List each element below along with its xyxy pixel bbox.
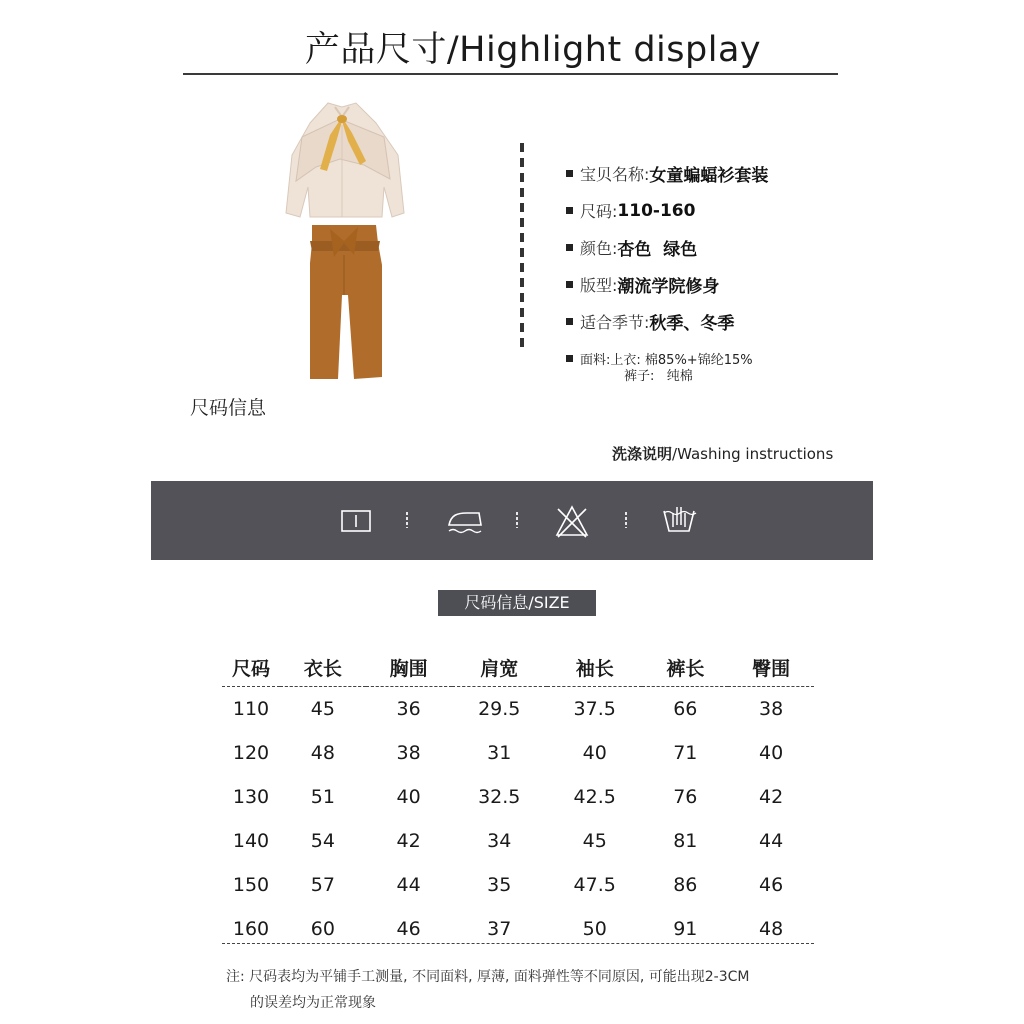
washing-title-cn: 洗涤说明 bbox=[612, 445, 673, 463]
spec-label: 宝贝名称: bbox=[580, 165, 650, 184]
iron-low-heat-icon bbox=[445, 501, 485, 541]
spec-row-season bbox=[566, 303, 866, 340]
bullet-icon bbox=[566, 244, 573, 251]
table-cell: 48 bbox=[759, 918, 784, 940]
bullet-icon bbox=[566, 281, 573, 288]
table-cell: 38 bbox=[396, 742, 421, 764]
washing-banner bbox=[151, 481, 873, 560]
bullet-icon bbox=[566, 207, 573, 214]
table-cell: 45 bbox=[582, 830, 607, 852]
spec-value: 潮流学院修身 bbox=[617, 277, 720, 297]
fabric-pants: 裤子: 纯棉 bbox=[624, 369, 693, 384]
table-cell: 60 bbox=[310, 918, 335, 940]
shirt-illustration bbox=[286, 103, 404, 217]
pants-illustration bbox=[310, 225, 382, 379]
dashed-separator bbox=[516, 512, 518, 528]
table-cell: 45 bbox=[310, 698, 335, 720]
table-cell: 42 bbox=[396, 830, 421, 852]
spec-label: 适合季节: bbox=[580, 313, 650, 332]
spec-row-name bbox=[566, 155, 866, 192]
product-spec-list bbox=[566, 155, 866, 377]
table-cell: 81 bbox=[673, 830, 698, 852]
column-header: 袖长 bbox=[575, 657, 614, 680]
spec-label: 尺码: bbox=[580, 202, 618, 221]
table-cell: 50 bbox=[582, 918, 607, 940]
table-cell: 44 bbox=[396, 874, 421, 896]
hand-wash-water-temperature-icon bbox=[340, 501, 372, 541]
spec-value: 杏色 绿色 bbox=[617, 240, 698, 260]
table-cell: 37 bbox=[487, 918, 512, 940]
table-cell: 86 bbox=[673, 874, 698, 896]
table-cell: 57 bbox=[310, 874, 335, 896]
table-cell: 34 bbox=[487, 830, 512, 852]
table-cell: 37.5 bbox=[573, 698, 616, 720]
table-cell: 35 bbox=[487, 874, 512, 896]
table-row bbox=[222, 863, 814, 907]
column-header: 衣长 bbox=[303, 657, 342, 680]
washing-title-en: /Washing instructions bbox=[672, 445, 834, 463]
column-header: 胸围 bbox=[389, 657, 428, 680]
size-table bbox=[222, 648, 814, 951]
table-cell: 29.5 bbox=[478, 698, 521, 720]
column-header: 裤长 bbox=[666, 657, 705, 680]
do-not-bleach-icon bbox=[554, 501, 590, 541]
table-cell: 150 bbox=[232, 874, 270, 896]
title-divider bbox=[183, 73, 838, 75]
spec-value: 女童蝙蝠衫套装 bbox=[649, 166, 769, 186]
table-cell: 46 bbox=[396, 918, 421, 940]
spec-value: 秋季、冬季 bbox=[649, 314, 735, 334]
spec-row-fit bbox=[566, 266, 866, 303]
table-cell: 40 bbox=[396, 786, 421, 808]
table-cell: 160 bbox=[232, 918, 270, 940]
table-cell: 140 bbox=[232, 830, 270, 852]
measurement-note-continued: 的误差均为正常现象 bbox=[250, 995, 376, 1011]
table-cell: 44 bbox=[759, 830, 784, 852]
table-cell: 51 bbox=[310, 786, 335, 808]
table-row bbox=[222, 687, 814, 732]
table-row bbox=[222, 819, 814, 863]
spec-label: 面料: bbox=[580, 353, 611, 368]
page-title: 产品尺寸/Highlight display bbox=[304, 30, 762, 70]
table-cell: 38 bbox=[759, 698, 784, 720]
bullet-icon bbox=[566, 355, 573, 362]
table-cell: 120 bbox=[232, 742, 270, 764]
table-row bbox=[222, 775, 814, 819]
spec-value: 上衣: 棉85%+锦纶15% bbox=[610, 353, 753, 368]
table-cell: 40 bbox=[582, 742, 607, 764]
table-cell: 130 bbox=[232, 786, 270, 808]
table-cell: 42 bbox=[759, 786, 784, 808]
size-info-heading: 尺码信息 bbox=[190, 397, 267, 419]
column-header: 尺码 bbox=[231, 657, 270, 680]
column-header: 臀围 bbox=[752, 657, 791, 680]
table-cell: 46 bbox=[759, 874, 784, 896]
table-cell: 47.5 bbox=[573, 874, 616, 896]
table-cell: 91 bbox=[673, 918, 698, 940]
product-image bbox=[280, 95, 410, 385]
table-header-row bbox=[222, 648, 814, 686]
spec-row-fabric bbox=[566, 340, 866, 377]
column-header: 肩宽 bbox=[480, 657, 519, 680]
table-row bbox=[222, 731, 814, 775]
table-cell: 54 bbox=[310, 830, 335, 852]
dashed-separator bbox=[625, 512, 627, 528]
table-cell: 40 bbox=[759, 742, 784, 764]
table-bottom-divider bbox=[222, 943, 814, 944]
washing-title bbox=[612, 443, 833, 464]
spec-label: 颜色: bbox=[580, 239, 618, 258]
table-cell: 32.5 bbox=[478, 786, 521, 808]
table-row bbox=[222, 907, 814, 951]
measurement-note: 注: 尺码表均为平铺手工测量, 不同面料, 厚薄, 面料弹性等不同原因, 可能出现2-3CM bbox=[226, 969, 750, 985]
spec-value: 110-160 bbox=[617, 200, 696, 221]
table-cell: 48 bbox=[310, 742, 335, 764]
spec-label: 版型: bbox=[580, 276, 618, 295]
table-cell: 66 bbox=[673, 698, 698, 720]
table-cell: 110 bbox=[232, 698, 270, 720]
table-cell: 76 bbox=[673, 786, 698, 808]
table-cell: 42.5 bbox=[573, 786, 616, 808]
size-section-badge: 尺码信息/SIZE bbox=[438, 590, 596, 616]
bullet-icon bbox=[566, 318, 573, 325]
hand-wash-icon bbox=[661, 501, 697, 541]
dashed-divider bbox=[520, 143, 524, 349]
spec-row-size bbox=[566, 192, 866, 229]
bullet-icon bbox=[566, 170, 573, 177]
table-cell: 31 bbox=[487, 742, 512, 764]
spec-row-color bbox=[566, 229, 866, 266]
table-cell: 71 bbox=[673, 742, 698, 764]
table-cell: 36 bbox=[396, 698, 421, 720]
dashed-separator bbox=[406, 512, 408, 528]
